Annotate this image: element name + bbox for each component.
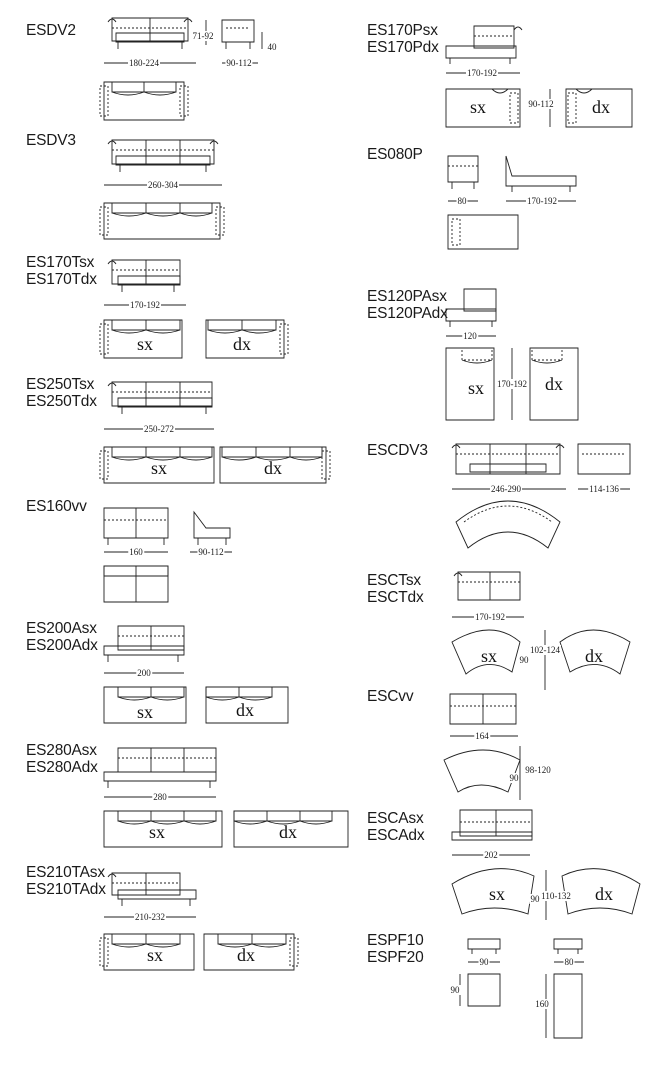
esdv2-front-view [108, 18, 192, 49]
side-es170p-sx: sx [469, 97, 487, 117]
side-es210ta-sx: sx [146, 945, 164, 965]
esct-views [452, 572, 630, 690]
dim-esdv2-height: 71-92 [192, 31, 214, 41]
dim-esca-depth: 110-132 [541, 891, 571, 901]
dim-es080p-width: 80 [457, 196, 467, 206]
side-es200a-dx: dx [236, 700, 254, 720]
dim-esca-width: 202 [484, 850, 498, 860]
es210ta-plan-views [100, 934, 298, 970]
es170t-front-view [108, 260, 180, 292]
dim-es250t-width: 250-272 [144, 424, 174, 434]
es160vv-front-view [104, 508, 168, 545]
es200a-plan-views [104, 687, 288, 723]
dim-es120pa-depth: 170-192 [497, 379, 527, 389]
side-es250t-dx: dx [264, 458, 282, 478]
dim-escvv-depth: 98-120 [525, 765, 551, 775]
esdv3-plan-view [100, 203, 224, 239]
dim-es160vv-width: 160 [129, 547, 143, 557]
dim-espf20-depth: 160 [535, 999, 549, 1009]
model-code-es170t: ES170Tsx ES170Tdx [26, 254, 97, 288]
model-code-esct: ESCTsx ESCTdx [367, 572, 424, 606]
model-code-es160vv: ES160vv [26, 498, 87, 515]
model-code-esdv2: ESDV2 [26, 22, 76, 39]
side-es280a-sx: sx [148, 822, 166, 842]
side-es200a-sx: sx [136, 702, 154, 722]
model-code-es200a: ES200Asx ES200Adx [26, 620, 98, 654]
escvv-views [444, 694, 520, 800]
dim-es200a-width: 200 [137, 668, 151, 678]
model-code-espf: ESPF10 ESPF20 [367, 932, 424, 966]
model-code-es250t: ES250Tsx ES250Tdx [26, 376, 97, 410]
dim-esct-width: 170-192 [475, 612, 505, 622]
dim-escvv-seat: 90 [509, 773, 519, 783]
dim-es170p-width: 170-192 [467, 68, 497, 78]
dim-esdv2-seat: 40 [267, 42, 277, 52]
es250t-front-view [108, 382, 212, 414]
es170p-front-view [446, 26, 522, 64]
dim-es170p-depth: 90-112 [528, 99, 554, 109]
dim-es210ta-width: 210-232 [135, 912, 165, 922]
dim-esct-depth: 102-124 [530, 645, 560, 655]
side-esca-sx: sx [488, 884, 506, 904]
es160vv-side-view [194, 512, 230, 545]
dim-es170t-width: 170-192 [130, 300, 160, 310]
es280a-front-view [104, 748, 216, 788]
dim-espf20-width: 80 [564, 957, 574, 967]
dim-espf10-depth: 90 [450, 985, 460, 995]
model-code-es080p: ES080P [367, 146, 423, 163]
side-es210ta-dx: dx [237, 945, 255, 965]
es200a-front-view [104, 626, 184, 662]
side-esct-sx: sx [480, 646, 498, 666]
dim-es080p-depth: 170-192 [527, 196, 557, 206]
esdv2-plan-view [100, 82, 188, 120]
side-esct-dx: dx [585, 646, 603, 666]
dim-esdv2-width: 180-224 [129, 58, 159, 68]
espf-views [460, 939, 584, 1038]
dim-esdv3-width: 260-304 [148, 180, 178, 190]
dim-es280a-width: 280 [153, 792, 167, 802]
side-esca-dx: dx [595, 884, 613, 904]
esdv3-front-view [108, 140, 218, 172]
dim-escvv-width: 164 [475, 731, 489, 741]
side-es120pa-dx: dx [545, 374, 563, 394]
model-code-es210ta: ES210TAsx ES210TAdx [26, 864, 106, 898]
es170t-plan-views [100, 320, 288, 358]
dim-es160vv-depth: 90-112 [198, 547, 224, 557]
dim-espf10-width: 90 [479, 957, 489, 967]
side-es250t-sx: sx [150, 458, 168, 478]
side-es280a-dx: dx [279, 822, 297, 842]
model-code-es120pa: ES120PAsx ES120PAdx [367, 288, 448, 322]
dim-escdv3-depth: 114-136 [589, 484, 619, 494]
es120pa-views [446, 289, 578, 420]
dim-escdv3-width: 246-290 [491, 484, 521, 494]
es160vv-plan-view [104, 566, 168, 602]
model-code-es280a: ES280Asx ES280Adx [26, 742, 98, 776]
dim-esct-seat: 90 [519, 655, 529, 665]
model-code-escdv3: ESCDV3 [367, 442, 428, 459]
es250t-plan-views [100, 447, 330, 483]
side-es170t-sx: sx [136, 334, 154, 354]
escdv3-views [452, 444, 630, 548]
side-es120pa-sx: sx [467, 378, 485, 398]
model-code-escvv: ESCvv [367, 688, 414, 705]
es210ta-front-view [108, 873, 196, 906]
side-es170t-dx: dx [233, 334, 251, 354]
dim-esca-seat: 90 [530, 894, 540, 904]
side-es170p-dx: dx [592, 97, 610, 117]
dim-esdv2-depth: 90-112 [226, 58, 252, 68]
model-code-esca: ESCAsx ESCAdx [367, 810, 425, 844]
es280a-plan-views [104, 811, 348, 847]
dim-es120pa-width: 120 [463, 331, 477, 341]
model-code-esdv3: ESDV3 [26, 132, 76, 149]
model-code-es170p: ES170Psx ES170Pdx [367, 22, 439, 56]
